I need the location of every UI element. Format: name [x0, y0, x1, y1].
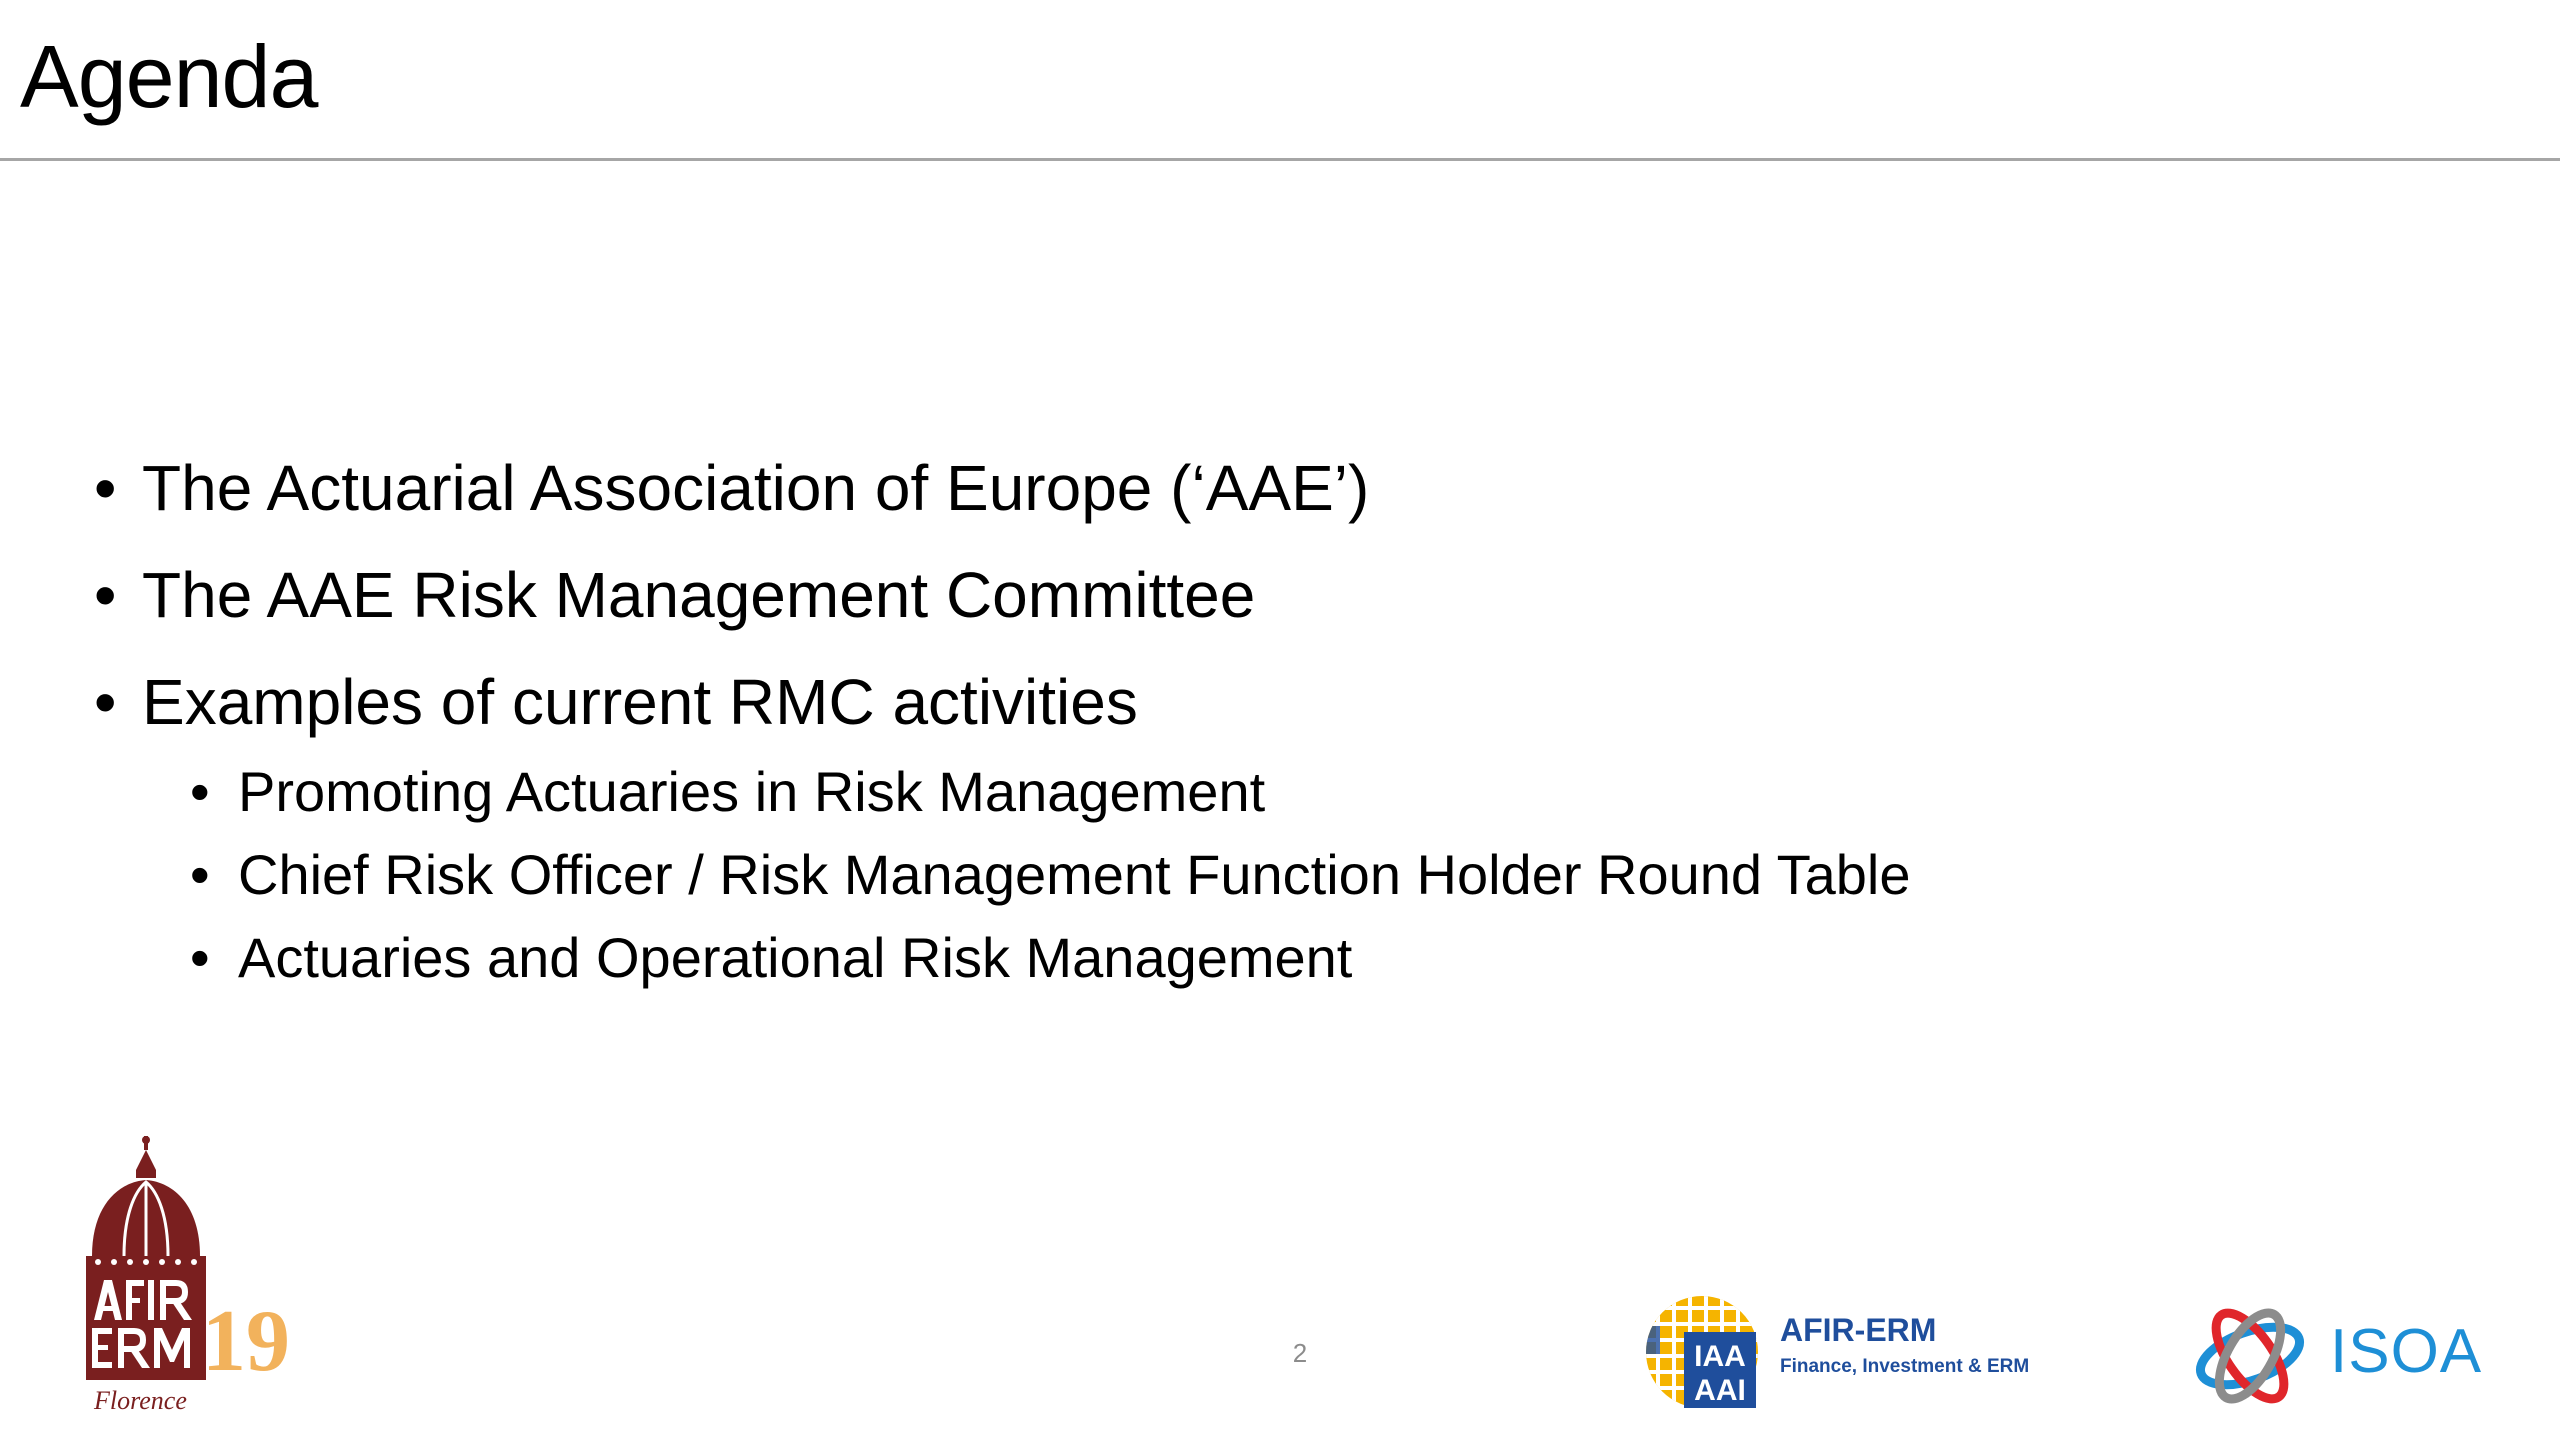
agenda-list	[94, 448, 2394, 1006]
svg-text:IAA: IAA	[1694, 1340, 1746, 1373]
page-title: Agenda	[20, 27, 318, 126]
isoa-logo-text: ISOA	[2330, 1317, 2483, 1386]
agenda-item-rmc: • The AAE Risk Management Committee	[94, 555, 2394, 635]
agenda-subitem-promoting: • Promoting Actuaries in Risk Management	[190, 757, 2394, 827]
iaa-logo-subtitle: Finance, Investment & ERM	[1780, 1356, 2030, 1377]
agenda-subitem-cro-round-table: • Chief Risk Officer / Risk Management Function Holder Round Table	[190, 840, 2394, 910]
agenda-item-aae: • The Actuarial Association of Europe (‘AAE’)	[94, 448, 2394, 528]
agenda-item-examples: • Examples of current RMC activities	[94, 662, 2394, 742]
agenda-sublist	[190, 757, 2394, 993]
isoa-logo	[2184, 1296, 2483, 1416]
afir-erm19-logo	[84, 1136, 294, 1426]
florence-dome-icon	[84, 1136, 294, 1386]
florence-caption: Florence	[94, 1386, 187, 1415]
page-number: 2	[1292, 1338, 1308, 1368]
isoa-rings-icon	[2184, 1296, 2324, 1416]
iaa-afir-erm-logo	[1640, 1292, 2030, 1412]
svg-text:AAI: AAI	[1694, 1374, 1746, 1407]
title-divider	[0, 158, 2560, 161]
iaa-globe-icon	[1640, 1292, 1776, 1412]
svg-text:19: 19	[202, 1293, 290, 1386]
agenda-subitem-operational-risk: • Actuaries and Operational Risk Management	[190, 923, 2394, 993]
agenda-subitems	[94, 757, 2394, 993]
iaa-logo-title: AFIR-ERM	[1780, 1312, 1937, 1348]
